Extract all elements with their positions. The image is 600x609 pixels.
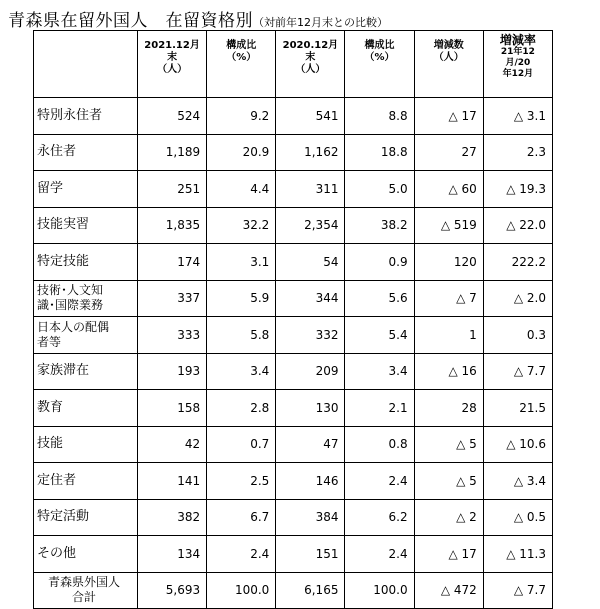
category-cell <box>34 572 138 609</box>
residence-status-table <box>33 30 553 609</box>
ratio-2021-cell: 6.7 <box>207 499 276 536</box>
diff-cell: 27 <box>414 134 483 171</box>
ratio-2020-cell: 5.0 <box>345 171 414 208</box>
count-2021-cell: 141 <box>138 463 207 500</box>
count-2020-cell: 2,354 <box>276 207 345 244</box>
diff-cell: △ 17 <box>414 536 483 573</box>
rate-cell: △ 22.0 <box>483 207 552 244</box>
count-2021-cell: 174 <box>138 244 207 281</box>
category-label: 教育 <box>37 399 64 415</box>
rate-cell: 21.5 <box>483 390 552 427</box>
category-cell <box>34 98 138 135</box>
category-cell <box>34 134 138 171</box>
header-rate <box>483 31 552 98</box>
table-row <box>34 499 553 536</box>
rate-cell: △ 2.0 <box>483 280 552 317</box>
category-label: 技能 <box>37 436 64 452</box>
ratio-2021-cell: 3.1 <box>207 244 276 281</box>
rate-cell: △ 19.3 <box>483 171 552 208</box>
count-2020-cell: 151 <box>276 536 345 573</box>
category-label: 技能実習 <box>37 217 90 233</box>
category-cell <box>34 499 138 536</box>
diff-cell: △ 17 <box>414 98 483 135</box>
category-label: 青森県外国人 <box>47 575 120 590</box>
header-2021-ratio <box>207 31 276 98</box>
diff-cell: △ 60 <box>414 171 483 208</box>
header-line: 増減率 <box>499 33 536 47</box>
ratio-2021-cell: 3.4 <box>207 353 276 390</box>
category-label: 特定技能 <box>37 253 90 269</box>
category-cell <box>34 463 138 500</box>
header-line: 2021.12月末 <box>144 40 200 63</box>
count-2020-cell: 384 <box>276 499 345 536</box>
category-label: 特定活動 <box>37 509 90 525</box>
header-category <box>34 31 138 98</box>
header-line: 21年12月/20 <box>500 47 535 68</box>
category-label: 合計 <box>71 590 96 605</box>
diff-cell: △ 472 <box>414 572 483 609</box>
rate-cell: △ 7.7 <box>483 353 552 390</box>
ratio-2021-cell: 9.2 <box>207 98 276 135</box>
category-label: その他 <box>37 545 77 561</box>
count-2020-cell: 209 <box>276 353 345 390</box>
count-2021-cell: 1,189 <box>138 134 207 171</box>
count-2021-cell: 158 <box>138 390 207 427</box>
table-row <box>34 353 553 390</box>
table-row <box>34 426 553 463</box>
category-cell <box>34 353 138 390</box>
rate-cell: △ 3.4 <box>483 463 552 500</box>
title-main: 青森県在留外国人 在留資格別 <box>8 11 253 31</box>
table-row <box>34 207 553 244</box>
count-2021-cell: 382 <box>138 499 207 536</box>
count-2021-cell: 1,835 <box>138 207 207 244</box>
rate-cell: △ 11.3 <box>483 536 552 573</box>
total-row <box>34 572 553 609</box>
category-label: 留学 <box>37 180 64 196</box>
count-2020-cell: 541 <box>276 98 345 135</box>
header-line: 増減数 <box>433 40 464 51</box>
ratio-2020-cell: 2.4 <box>345 463 414 500</box>
count-2021-cell: 251 <box>138 171 207 208</box>
diff-cell: △ 16 <box>414 353 483 390</box>
count-2021-cell: 337 <box>138 280 207 317</box>
ratio-2021-cell: 0.7 <box>207 426 276 463</box>
count-2021-cell: 42 <box>138 426 207 463</box>
count-2020-cell: 311 <box>276 171 345 208</box>
count-2021-cell: 5,693 <box>138 572 207 609</box>
count-2020-cell: 47 <box>276 426 345 463</box>
ratio-2021-cell: 20.9 <box>207 134 276 171</box>
diff-cell: 1 <box>414 317 483 354</box>
category-cell <box>34 536 138 573</box>
header-line: （人） <box>157 64 188 75</box>
table-row <box>34 536 553 573</box>
ratio-2020-cell: 6.2 <box>345 499 414 536</box>
diff-cell: △ 5 <box>414 426 483 463</box>
ratio-2020-cell: 2.4 <box>345 536 414 573</box>
header-line: （%） <box>226 52 257 63</box>
header-line: 2020.12月末 <box>282 40 339 63</box>
ratio-2021-cell: 100.0 <box>207 572 276 609</box>
count-2021-cell: 333 <box>138 317 207 354</box>
header-line: （人） <box>295 64 326 75</box>
category-label: 家族滞在 <box>37 363 90 379</box>
ratio-2021-cell: 2.4 <box>207 536 276 573</box>
table-row <box>34 98 553 135</box>
page-title <box>8 6 388 31</box>
diff-cell: △ 519 <box>414 207 483 244</box>
category-cell <box>34 171 138 208</box>
ratio-2020-cell: 8.8 <box>345 98 414 135</box>
ratio-2021-cell: 2.8 <box>207 390 276 427</box>
ratio-2021-cell: 32.2 <box>207 207 276 244</box>
ratio-2020-cell: 18.8 <box>345 134 414 171</box>
count-2020-cell: 6,165 <box>276 572 345 609</box>
header-row <box>34 31 553 98</box>
category-cell <box>34 390 138 427</box>
category-label: 定住者 <box>37 472 77 488</box>
rate-cell: △ 10.6 <box>483 426 552 463</box>
category-label: 技術･人文知 <box>37 283 104 298</box>
rate-cell: 222.2 <box>483 244 552 281</box>
count-2020-cell: 1,162 <box>276 134 345 171</box>
rate-cell: 0.3 <box>483 317 552 354</box>
ratio-2020-cell: 100.0 <box>345 572 414 609</box>
category-label: 者等 <box>37 334 62 349</box>
header-line: 構成比 <box>364 40 395 51</box>
count-2020-cell: 146 <box>276 463 345 500</box>
diff-cell: △ 2 <box>414 499 483 536</box>
table-row <box>34 317 553 354</box>
count-2020-cell: 54 <box>276 244 345 281</box>
category-cell <box>34 317 138 354</box>
header-line: 年12月 <box>502 69 534 79</box>
category-cell <box>34 244 138 281</box>
rate-cell: △ 0.5 <box>483 499 552 536</box>
header-line: 構成比 <box>226 40 257 51</box>
header-2020-count <box>276 31 345 98</box>
ratio-2021-cell: 5.8 <box>207 317 276 354</box>
table-row <box>34 171 553 208</box>
ratio-2020-cell: 5.6 <box>345 280 414 317</box>
ratio-2021-cell: 5.9 <box>207 280 276 317</box>
header-line: （%） <box>364 52 395 63</box>
header-line: （人） <box>433 52 464 63</box>
rate-cell: 2.3 <box>483 134 552 171</box>
count-2020-cell: 344 <box>276 280 345 317</box>
diff-cell: △ 5 <box>414 463 483 500</box>
rate-cell: △ 3.1 <box>483 98 552 135</box>
ratio-2021-cell: 4.4 <box>207 171 276 208</box>
header-2021-count <box>138 31 207 98</box>
count-2021-cell: 134 <box>138 536 207 573</box>
ratio-2020-cell: 3.4 <box>345 353 414 390</box>
count-2020-cell: 130 <box>276 390 345 427</box>
category-cell <box>34 280 138 317</box>
rate-cell: △ 7.7 <box>483 572 552 609</box>
title-sub: （対前年12月末との比較） <box>253 16 388 29</box>
category-label: 識･国際業務 <box>37 298 104 313</box>
count-2021-cell: 193 <box>138 353 207 390</box>
count-2020-cell: 332 <box>276 317 345 354</box>
category-cell <box>34 207 138 244</box>
table-row <box>34 244 553 281</box>
header-diff <box>414 31 483 98</box>
diff-cell: 28 <box>414 390 483 427</box>
count-2021-cell: 524 <box>138 98 207 135</box>
ratio-2020-cell: 0.9 <box>345 244 414 281</box>
category-cell <box>34 426 138 463</box>
ratio-2020-cell: 5.4 <box>345 317 414 354</box>
diff-cell: △ 7 <box>414 280 483 317</box>
ratio-2020-cell: 38.2 <box>345 207 414 244</box>
table-row <box>34 463 553 500</box>
ratio-2021-cell: 2.5 <box>207 463 276 500</box>
category-label: 永住者 <box>37 144 77 160</box>
table-row <box>34 280 553 317</box>
header-2020-ratio <box>345 31 414 98</box>
category-label: 日本人の配偶 <box>37 319 110 334</box>
table-row <box>34 134 553 171</box>
diff-cell: 120 <box>414 244 483 281</box>
category-label: 特別永住者 <box>37 107 103 123</box>
ratio-2020-cell: 0.8 <box>345 426 414 463</box>
table-row <box>34 390 553 427</box>
ratio-2020-cell: 2.1 <box>345 390 414 427</box>
